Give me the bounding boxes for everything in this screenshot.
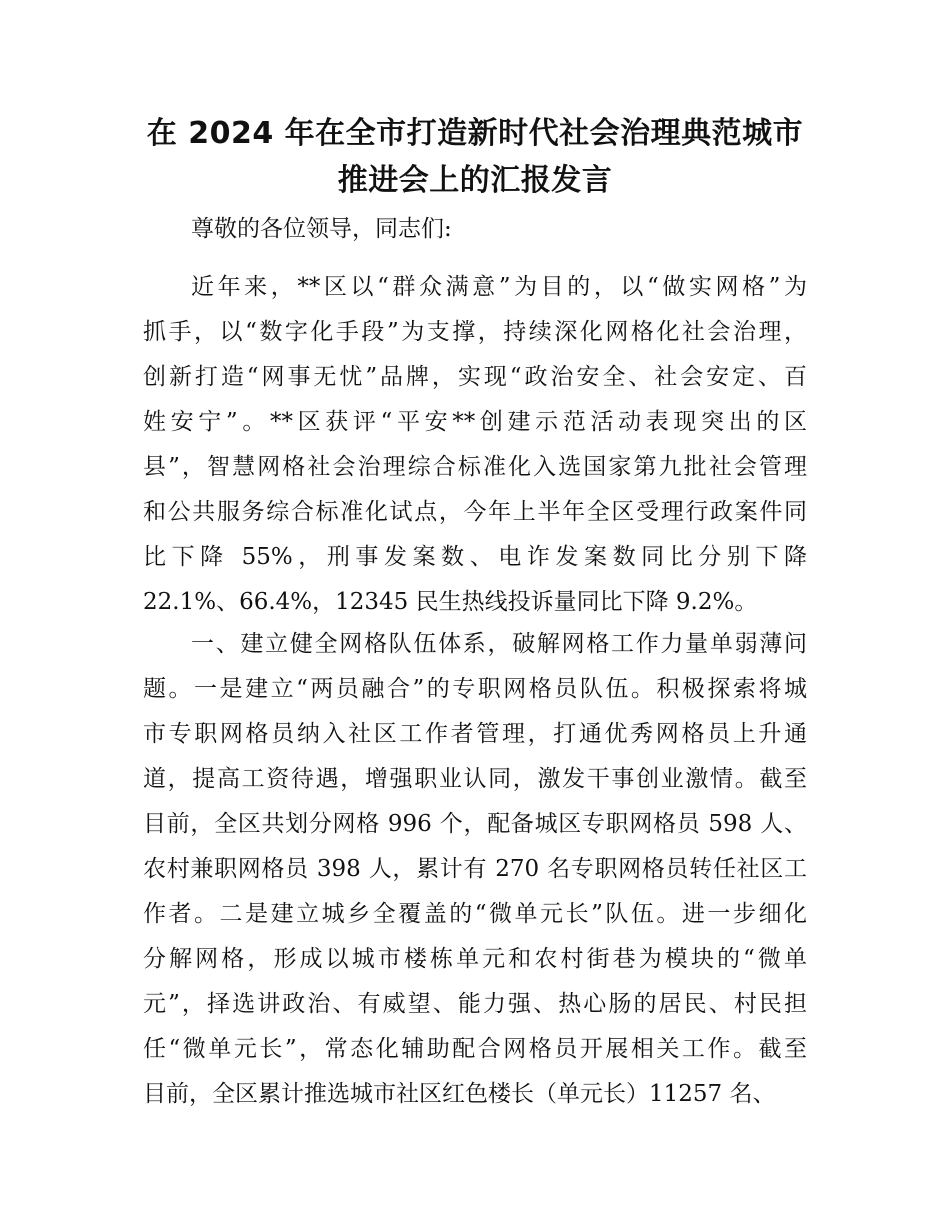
paragraph-line: 作者。二是建立城乡全覆盖的“微单元长”队伍。进一步细化 — [143, 901, 807, 927]
paragraph-line: 和公共服务综合标准化试点，今年上半年全区受理行政案件同 — [143, 499, 807, 525]
paragraph-line: 比下降 55%，刑事发案数、电诈发案数同比分别下降 — [143, 544, 807, 570]
paragraph-line: 县”，智慧网格社会治理综合标准化入选国家第九批社会管理 — [143, 454, 807, 480]
paragraph-line: 目前，全区累计推选城市社区红色楼长（单元长）11257 名、 — [143, 1081, 776, 1107]
paragraph-line: 任“微单元长”，常态化辅助配合网格员开展相关工作。截至 — [143, 1036, 807, 1062]
paragraph-line: 题。一是建立“两员融合”的专职网格员队伍。积极探索将城 — [143, 676, 807, 702]
paragraph-line: 市专职网格员纳入社区工作者管理，打通优秀网格员上升通 — [143, 721, 807, 747]
paragraph-line: 姓安宁”。**区获评“平安**创建示范活动表现突出的区 — [143, 409, 807, 435]
paragraph-line: 农村兼职网格员 398 人，累计有 270 名专职网格员转任社区工 — [143, 856, 807, 882]
paragraph-line: 22.1%、66.4%，12345 民生热线投诉量同比下降 9.2%。 — [143, 589, 758, 615]
paragraph-line: 分解网格，形成以城市楼栋单元和农村街巷为模块的“微单 — [143, 946, 807, 972]
paragraph-line: 抓手，以“数字化手段”为支撑，持续深化网格化社会治理， — [143, 319, 807, 345]
paragraph-line: 一、建立健全网格队伍体系，破解网格工作力量单弱薄问 — [191, 631, 807, 657]
greeting — [143, 207, 807, 252]
greeting-text: 尊敬的各位领导，同志们: — [191, 216, 452, 242]
document-title-line-1: 在 2024 年在全市打造新时代社会治理典范城市 — [146, 116, 804, 151]
document-title-line-2: 推进会上的汇报发言 — [337, 163, 613, 198]
paragraph-line: 创新打造“网事无忧”品牌，实现“政治安全、社会安定、百 — [143, 364, 807, 390]
paragraph-line: 道，提高工资待遇，增强职业认同，激发干事创业激情。截至 — [143, 766, 807, 792]
paragraph-line: 目前，全区共划分网格 996 个，配备城区专职网格员 598 人、 — [143, 811, 807, 837]
paragraph-line: 元”，择选讲政治、有威望、能力强、热心肠的居民、村民担 — [143, 991, 807, 1017]
paragraph-line: 近年来，**区以“群众满意”为目的，以“做实网格”为 — [191, 274, 807, 300]
paragraph-section-1 — [143, 622, 807, 1117]
paragraph-intro — [143, 265, 807, 625]
